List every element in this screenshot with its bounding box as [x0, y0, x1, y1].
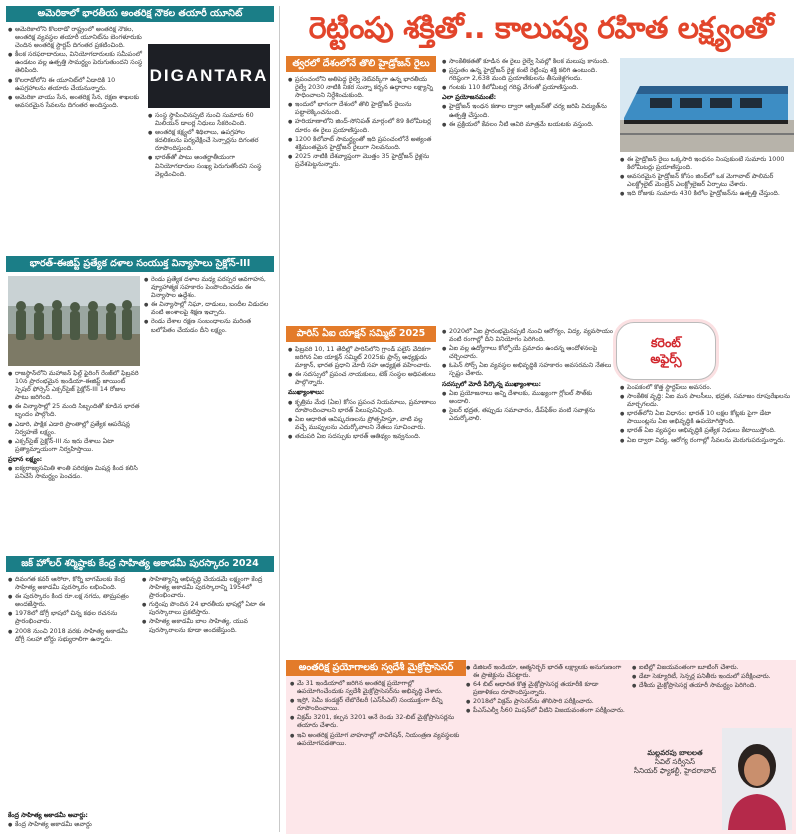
badge-line1: కరెంట్: [651, 335, 681, 350]
list-item: ● 1200 కిలోవాట్ సామర్థ్యంతో ఇది ప్రపంచంలోనే అత్యంత శక్తిమంతమైన హైడ్రోజన్ రైలుగా నిలవనుంది.: [288, 136, 436, 152]
list-item: ● 2020లో ఏఐ ప్రారంభమైనప్పటి నుంచి ఆరోగ్యం, విద్య, వ్యవసాయం వంటి రంగాల్లో దీని వినియోగం పెరిగింది.: [442, 328, 614, 344]
author-avatar: [722, 728, 792, 830]
list-item: ● ఎక్సర్‌సైజ్ సైక్లోన్-III ను ఇరు దేశాలు ఏటా ప్రత్యామ్నాయంగా నిర్వహిస్తాయి.: [8, 438, 140, 454]
list-item: ● పెంపకంలో కొత్త స్టార్టప్‌లు అవసరం.: [620, 384, 794, 392]
list-item: ● అంతరిక్ష కక్ష్యలో శిథిలాలు, ఉపగ్రహాల కదలికలను పర్యవేక్షించే సెన్సార్లను దిగంతర రూపొందిస్తుంది.: [148, 129, 272, 153]
award-footer: [8, 810, 270, 834]
soldiers-image: [8, 276, 140, 366]
train-image: [620, 58, 794, 152]
list-item: ● కేంద్ర సాహిత్య అకాడమీ అవార్డు: [8, 821, 270, 829]
chips-col3: [632, 664, 792, 724]
chips-section: [286, 660, 796, 834]
paris-sub: ముఖ్యాంశాలు:: [288, 389, 325, 397]
exercise-title: భారత్-ఈజిప్ట్ ప్రత్యేక దళాల సంయుక్త విన్యాసాలు సైక్లోన్-III: [6, 256, 274, 272]
paris-col2-sub: సదస్సులో మోదీ పేర్కొన్న ముఖ్యాంశాలు:: [442, 380, 542, 388]
list-item: ● సాహిత్యాన్ని అభివృద్ధి చేయడమే లక్ష్యంగా కేంద్ర సాహిత్య అకాడమీ పురస్కారాన్ని 1954లో ప్రారంభించారు.: [142, 576, 272, 600]
chips-col1: [290, 680, 460, 832]
train-photo: [620, 58, 794, 152]
list-item: ● పీఎస్ఎల్వీ సీ60 మిషన్‌లో వీటిని విజయవంతంగా పరీక్షించారు.: [466, 707, 626, 715]
list-item: ● హరియాణాలోని జింద్-సోనిపత్ మార్గంలో 89 కిలోమీటర్ల దూరం ఈ రైలు ప్రయాణిస్తుంది.: [288, 118, 436, 134]
list-item: ● ఏఐ ప్రయోజనాలు అన్ని దేశాలకు, ముఖ్యంగా గ్లోబల్ సౌత్‌కు అందాలి.: [442, 390, 614, 406]
list-item: ● విక్రమ్ 3201, కల్పన 3201 అనే రెండు 32-బిట్ మైక్రోప్రాసెసర్లను తయారు చేశారు.: [290, 714, 460, 730]
list-item: ● ఇవి అంతరిక్ష ప్రయోగ వాహనాల్లో నావిగేషన్, నియంత్రణ వ్యవస్థలకు ఉపయోగపడతాయి.: [290, 732, 460, 748]
list-item: ● ఐటీల్లో విజయవంతంగా బూటింగ్ చేశారు.: [632, 664, 792, 672]
award-section: [6, 556, 274, 834]
list-item: ● ఈ సదస్సులో ప్రపంచ నాయకులు, టెక్ సంస్థల అధిపతులు పాల్గొన్నారు.: [288, 371, 436, 387]
list-item: ● సాంకేతిక వృద్ధి: ఏఐ మన పాలసీలు, భద్రత, సమాజం రూపురేఖలను మార్చగలదు.: [620, 393, 794, 409]
list-item: ● సాంకేతికతతో కూడిన ఈ రైలు రైల్వే సేవల్లో కీలక మలుపు కానుంది.: [442, 58, 614, 66]
list-item: ● 2025 నాటికి దేశవ్యాప్తంగా మొత్తం 35 హైడ్రోజన్ రైళ్లను ప్రవేశపెట్టనున్నారు.: [288, 153, 436, 169]
award-col1: [8, 576, 138, 808]
list-item: ● రెండు ప్రత్యేక దళాల మధ్య పరస్పర అవగాహన, వ్యూహాత్మక సహకారం పెంపొందించడం ఈ విన్యాసాల ఉద్దేశం.: [144, 276, 272, 300]
list-item: ● 64 బిట్ ఆధారిత కొత్త మైక్రోప్రాసెసర్ల తయారీకి కూడా ప్రణాళికలు రూపొందిస్తున్నారు.: [466, 681, 626, 697]
award-footer-label: కేంద్ర సాహిత్య అకాడమీ అవార్డు:: [8, 812, 88, 819]
list-item: ● కృత్రిమ మేధ (ఏఐ) కోసం ప్రపంచ నియమాలు, ప్రమాణాలు రూపొందించాలని భారత్ పిలుపునిచ్చింది.: [288, 399, 436, 415]
paris-summit-section: [286, 326, 796, 656]
exercise-section: [6, 256, 274, 556]
list-item: ● రాజస్థాన్‌లోని మహాజన్ ఫీల్డ్ ఫైరింగ్ రేంజ్‌లో ఫిబ్రవరి 10న ప్రారంభమైన ఇండియా-ఈజిప్ట్ జాయింట్ స్పెషల్ ఫోర్సెస్ ఎక్సర్‌సైజ్ సైక్లోన్-III 14 రోజుల పాటు జరిగింది.: [8, 370, 140, 402]
list-item: ● దివంగత కవర్ ఆసోరా, కోర్నీ బాగమ్‌లకు కేంద్ర సాహిత్య అకాడమీ పురస్కారం లభించింది.: [8, 576, 138, 592]
exercise-col2: [144, 276, 272, 556]
list-item: ● భారత్‌లోని ఏఐ విధానం: భారత్ 10 లక్షల కోట్లకు పైగా డేటా పాయింట్లను ఏఐ అభివృద్ధికి ఉపయోగిస్తోంది.: [620, 410, 794, 426]
chips-title: అంతరిక్ష ప్రయోగాలకు స్వదేశీ మైక్రోప్రాసెసర్: [286, 660, 466, 676]
list-item: ● ఈ విన్యాసాల్లో నిఘా, దాడులు, బందీల విడుదల వంటి అంశాలపై శిక్షణ ఇచ్చారు.: [144, 301, 272, 317]
list-item: ● రెండు దేశాల రక్షణ సంబంధాలను మరింత బలోపేతం చేయడం దీని లక్ష్యం.: [144, 318, 272, 334]
list-item: ● ఐక్యరాజ్యసమితి శాంతి పరిరక్షణ మిషన్ల కింద కలిసి పనిచేసే సామర్థ్యం పెంచడం.: [8, 465, 140, 481]
list-item: ● దేశీయ మైక్రోప్రాసెసర్ల తయారీ సామర్థ్యం పెరిగింది.: [632, 682, 792, 690]
list-item: ● ఇస్రో, సెమీ కండక్టర్ లేబొరేటరీ (ఎస్‌సీఎల్) సంయుక్తంగా దీన్ని రూపొందించాయి.: [290, 697, 460, 713]
us-satellite-section: [6, 6, 274, 253]
list-item: ● అమెరికాలోని కొలరాడో రాష్ట్రంలో అంతరిక్ష నౌకల, అంతరిక్ష వ్యవస్థల తయారీ యూనిట్‌ను బెంగళూరుకు చెందిన అంతరిక్ష స్టార్టప్ దిగంతర ప్రకటించింది.: [8, 26, 144, 50]
hydrogen-col1: [288, 76, 436, 324]
paris-col1: [288, 346, 436, 656]
list-item: ● భారత్ ఏఐ వ్యవస్థల అభివృద్ధికి ప్రత్యేక నిధులు కేటాయిస్తోంది.: [620, 427, 794, 435]
note-label: ప్రధాన లక్ష్యం:: [8, 455, 43, 463]
list-item: ● సైబర్ భద్రత, తప్పుడు సమాచారం, డీప్‌ఫేక్‌ల వంటి సవాళ్లను ఎదుర్కోవాలి.: [442, 407, 614, 423]
list-item: ● ఇందులో భాగంగా దేశంలో తొలి హైడ్రోజన్ రైలును పట్టాలెక్కించనుంది.: [288, 101, 436, 117]
list-item: ● 2018లో విక్రమ్ ప్రాసెసర్‌ను తొలిసారి పరీక్షించారు.: [466, 698, 626, 706]
us-satellite-title: అమెరికాలో భారతీయ అంతరిక్ష నౌకల తయారీ యూనిట్: [6, 6, 274, 22]
us-satellite-col2: [148, 112, 272, 252]
list-item: ● ఈ ప్రక్రియలో కేవలం నీటి ఆవిరి మాత్రమే బయటకు వస్తుంది.: [442, 121, 614, 129]
list-item: ● డిజిటల్ ఇండియా, ఆత్మనిర్భర్ భారత్ లక్ష్యాలకు అనుగుణంగా ఈ ప్రాజెక్టును చేపట్టారు.: [466, 664, 626, 680]
list-item: ● ఏఐ ఆధారిత ఆవిష్కరణలను ప్రోత్సహిస్తూ, వాటి వల్ల వచ్చే ముప్పులను ఎదుర్కోవాలని నేతలు సూచించారు.: [288, 416, 436, 432]
list-item: ● కొలరాడోలోని ఈ యూనిట్‌లో ఏడాదికి 10 ఉపగ్రహాలను తయారు చేయనున్నారు.: [8, 77, 144, 93]
list-item: ● హైడ్రోజన్ ఇంధన కణాల ద్వారా ఆక్సిజన్‌తో చర్య జరిపి విద్యుత్‌ను ఉత్పత్తి చేస్తుంది.: [442, 103, 614, 119]
author-name: మల్లవరపు బాలలత: [647, 748, 703, 757]
list-item: ● ప్రపంచంలోని అతిపెద్ద రైల్వే నెట్‌వర్క్‌గా ఉన్న భారతీయ రైల్వే 2030 నాటికి నికర సున్నా కర్బన ఉద్గారాల లక్ష్యాన్ని సాధించాలని నిర్దేశించుకుంది.: [288, 76, 436, 100]
list-item: ● సాహిత్య అకాడమీ బాల సాహిత్య, యువ పురస్కారాలను కూడా అందజేస్తుంది.: [142, 618, 272, 634]
list-item: ● గంటకు 110 కిలోమీటర్ల గరిష్ఠ వేగంతో ప్రయాణిస్తుంది.: [442, 84, 614, 92]
list-item: ● తదుపరి ఏఐ సదస్సుకు భారత్ ఆతిథ్యం ఇవ్వనుంది.: [288, 433, 436, 441]
list-item: ● 2008 నుంచి 2018 వరకు సాహిత్య అకాడమీ డోగ్రీ సలహా బోర్డు సభ్యురాలిగా ఉన్నారు.: [8, 628, 138, 644]
page-headline: రెట్టింపు శక్తితో.. కాలుష్య రహిత లక్ష్యంతో: [308, 11, 774, 46]
list-item: ● ఏఐ ద్వారా విద్య, ఆరోగ్య రంగాల్లో సేవలను మెరుగుపరుస్తున్నారు.: [620, 437, 794, 445]
list-item: ● ఏఐ వల్ల ఉద్యోగాలు కోల్పోయే ప్రమాదం ఉందన్న ఆందోళనలపై చర్చించారు.: [442, 345, 614, 361]
list-item: ● ప్రస్తుతం ఉన్న హైడ్రోజన్ రైళ్ల కంటే రెట్టింపు శక్తి కలిగి ఉంటుంది. గరిష్ఠంగా 2,638 మంది ప్రయాణికులను తీసుకెళ్లగలదు.: [442, 67, 614, 83]
author-block: [632, 728, 718, 832]
list-item: ● ఈ విన్యాసాల్లో 25 మంది సిబ్బందితో కూడిన భారత బృందం పాల్గొంది.: [8, 403, 140, 419]
author-line2: సివిల్ సర్వీసెస్: [654, 757, 696, 766]
list-item: ● ఇది రోజుకు సుమారు 430 కిలోల హైడ్రోజన్‌ను ఉత్పత్తి చేస్తుంది.: [620, 190, 794, 198]
hydrogen-train-section: [286, 56, 796, 324]
badge-line2: అఫైర్స్: [650, 351, 682, 366]
hydrogen-sub: ఎలా ప్రయోజనమంటే:: [442, 94, 497, 102]
digantara-logo: [148, 44, 270, 108]
list-item: ● ఓపెన్ సోర్స్ ఏఐ వ్యవస్థల అభివృద్ధికి సహకారం అవసరమని నేతలు స్పష్టం చేశారు.: [442, 362, 614, 378]
author-line3: సీనియర్ ఫ్యాకల్టీ, హైదరాబాద్: [633, 766, 717, 775]
list-item: ● అమెరికా వాయు సేన, అంతరిక్ష సేన, రక్షణ శాఖలకు అవసరమైన సేవలను దిగంతర అందిస్తుంది.: [8, 94, 144, 110]
list-item: ● ఈ పురస్కారం కింద రూ.లక్ష నగదు, తామ్రపత్రం అందజేస్తారు.: [8, 593, 138, 609]
award-col2: [142, 576, 272, 808]
soldiers-photo: [8, 276, 140, 366]
paris-summit-title: పారిస్ ఏఐ యాక్షన్ సమ్మిట్ 2025: [286, 326, 436, 342]
paris-col2: [442, 328, 614, 656]
list-item: ● సంస్థ స్థాపించినప్పటి నుంచి సుమారు 60 మిలియన్ డాలర్ల నిధులు సేకరించింది.: [148, 112, 272, 128]
hydrogen-train-title: త్వరలో దేశంలోనే తొలి హైడ్రోజన్ రైలు: [286, 56, 436, 72]
list-item: ● ఈ హైడ్రోజన్ రైలు ఒక్కసారి ఇంధనం నింపుకుంటే సుమారు 1000 కిలోమీటర్లు ప్రయాణిస్తుంది.: [620, 156, 794, 172]
paris-col3: [620, 384, 794, 656]
list-item: ● 1978లో డోగ్రీ భాషలో చిన్న కథల రచనను ప్రారంభించారు.: [8, 610, 138, 626]
list-item: ● కీలక సరఫరాదారులు, వినియోగదారులకు సమీపంలో ఉండటం వల్ల ఉత్పత్తి సామర్థ్యం పెరుగుతుందని సంస్థ తెలిపింది.: [8, 51, 144, 75]
list-item: ● భారత్‌తో పాటు అంతర్జాతీయంగా వినియోగదారుల సంఖ్య పెరుగుతోందని సంస్థ వెల్లడించింది.: [148, 154, 272, 178]
hydrogen-col3: [620, 156, 794, 324]
list-item: ● గుర్తింపు పొందిన 24 భారతీయ భాషల్లో ఏటా ఈ పురస్కారాలు ప్రకటిస్తారు.: [142, 601, 272, 617]
column-divider: [279, 6, 280, 832]
list-item: ● ఫిబ్రవరి 10, 11 తేదీల్లో పారిస్‌లోని గ్రాండ్ పలైస్ వేదికగా జరిగిన ఏఐ యాక్షన్ సమ్మిట్ 2025కు ఫ్రాన్స్ అధ్యక్షుడు మాక్రాన్, భారత ప్రధాని మోదీ సహ అధ్యక్షత వహించారు.: [288, 346, 436, 370]
award-title: జక్ హోలర్ శర్మిష్ఠాకు కేంద్ర సాహిత్య అకాడమీ పురస్కారం 2024: [6, 556, 274, 572]
author-photo: [722, 728, 792, 830]
chips-col2: [466, 664, 626, 832]
exercise-col1: [8, 370, 140, 556]
list-item: ● అవసరమైన హైడ్రోజన్ కోసం జింద్‌లో ఒక మెగావాట్ పాలిమర్ ఎలక్ట్రోలైట్ మెంబ్రేన్ ఎలక్ట్రోలైజర్ ఏర్పాటు చేశారు.: [620, 173, 794, 189]
us-satellite-col1: [8, 26, 144, 252]
hydrogen-col2: [442, 58, 614, 324]
logo-text: DIGANTARA: [149, 66, 269, 85]
list-item: ● ఎడారి, పాక్షిక ఎడారి ప్రాంతాల్లో ప్రత్యేక ఆపరేషన్ల నిర్వహణే లక్ష్యం.: [8, 421, 140, 437]
list-item: ● మే 31 ఇండియాలో జరిగిన అంతరిక్ష ప్రయోగాల్లో ఉపయోగించేందుకు స్వదేశీ మైక్రోప్రాసెసర్‌ను అభివృద్ధి చేశారు.: [290, 680, 460, 696]
list-item: ● డేటా సెక్యూరిటీ, సెన్సర్ల పనితీరు ఇందులో పరీక్షించారు.: [632, 673, 792, 681]
